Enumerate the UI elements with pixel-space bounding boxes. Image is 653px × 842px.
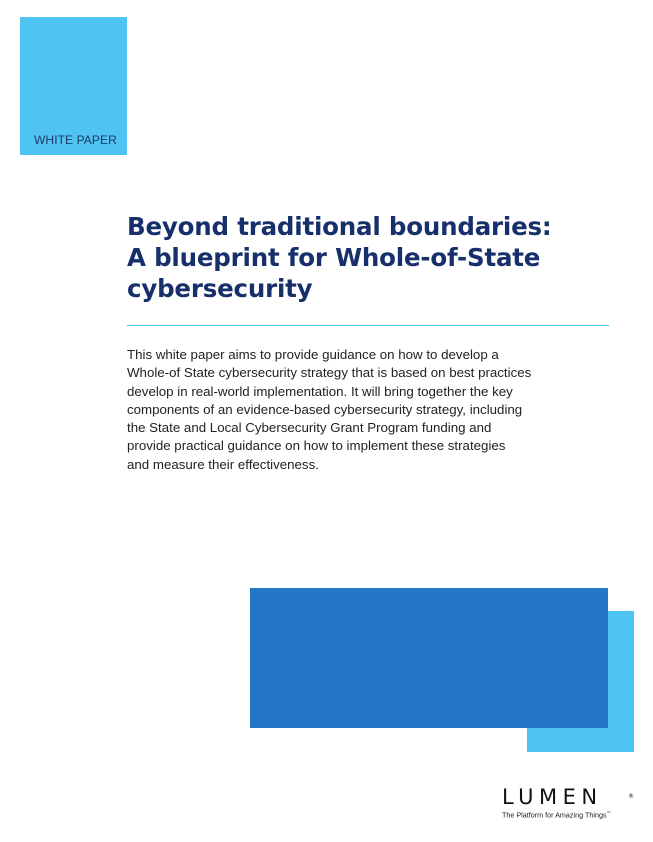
title-divider: [127, 325, 609, 326]
title-line: A blueprint for Whole-of-State: [127, 243, 541, 272]
logo-tagline-text: The Platform for Amazing Things: [502, 810, 607, 820]
intro-line: components of an evidence-based cybersecurity strategy, including: [127, 401, 523, 417]
intro-line: This white paper aims to provide guidance on how to develop a: [127, 347, 499, 362]
logo-tagline: [502, 810, 636, 819]
title-line: Beyond traditional boundaries:: [127, 212, 552, 241]
trademark-mark: ™: [606, 810, 611, 815]
title-line: cybersecurity: [127, 274, 313, 303]
intro-line: provide practical guidance on how to implement these strategies: [127, 438, 506, 454]
intro-line: Whole-of State cybersecurity strategy that is based on best practices: [127, 365, 532, 381]
intro-line: develop in real-world implementation. It will bring together the key: [127, 383, 513, 399]
lumen-logo: [502, 786, 636, 819]
logo-wordmark-text: LUMEN: [502, 785, 603, 809]
white-paper-tag-block: [20, 17, 127, 155]
intro-paragraph: [127, 346, 597, 474]
intro-line: and measure their effectiveness.: [127, 456, 319, 472]
intro-line: the State and Local Cybersecurity Grant Program funding and: [127, 420, 492, 436]
registered-mark: ®: [628, 793, 634, 800]
logo-wordmark: [502, 786, 636, 808]
page-title: [127, 211, 607, 304]
decorative-dark-blue-block: [250, 588, 608, 728]
white-paper-label: WHITE PAPER: [34, 133, 117, 147]
